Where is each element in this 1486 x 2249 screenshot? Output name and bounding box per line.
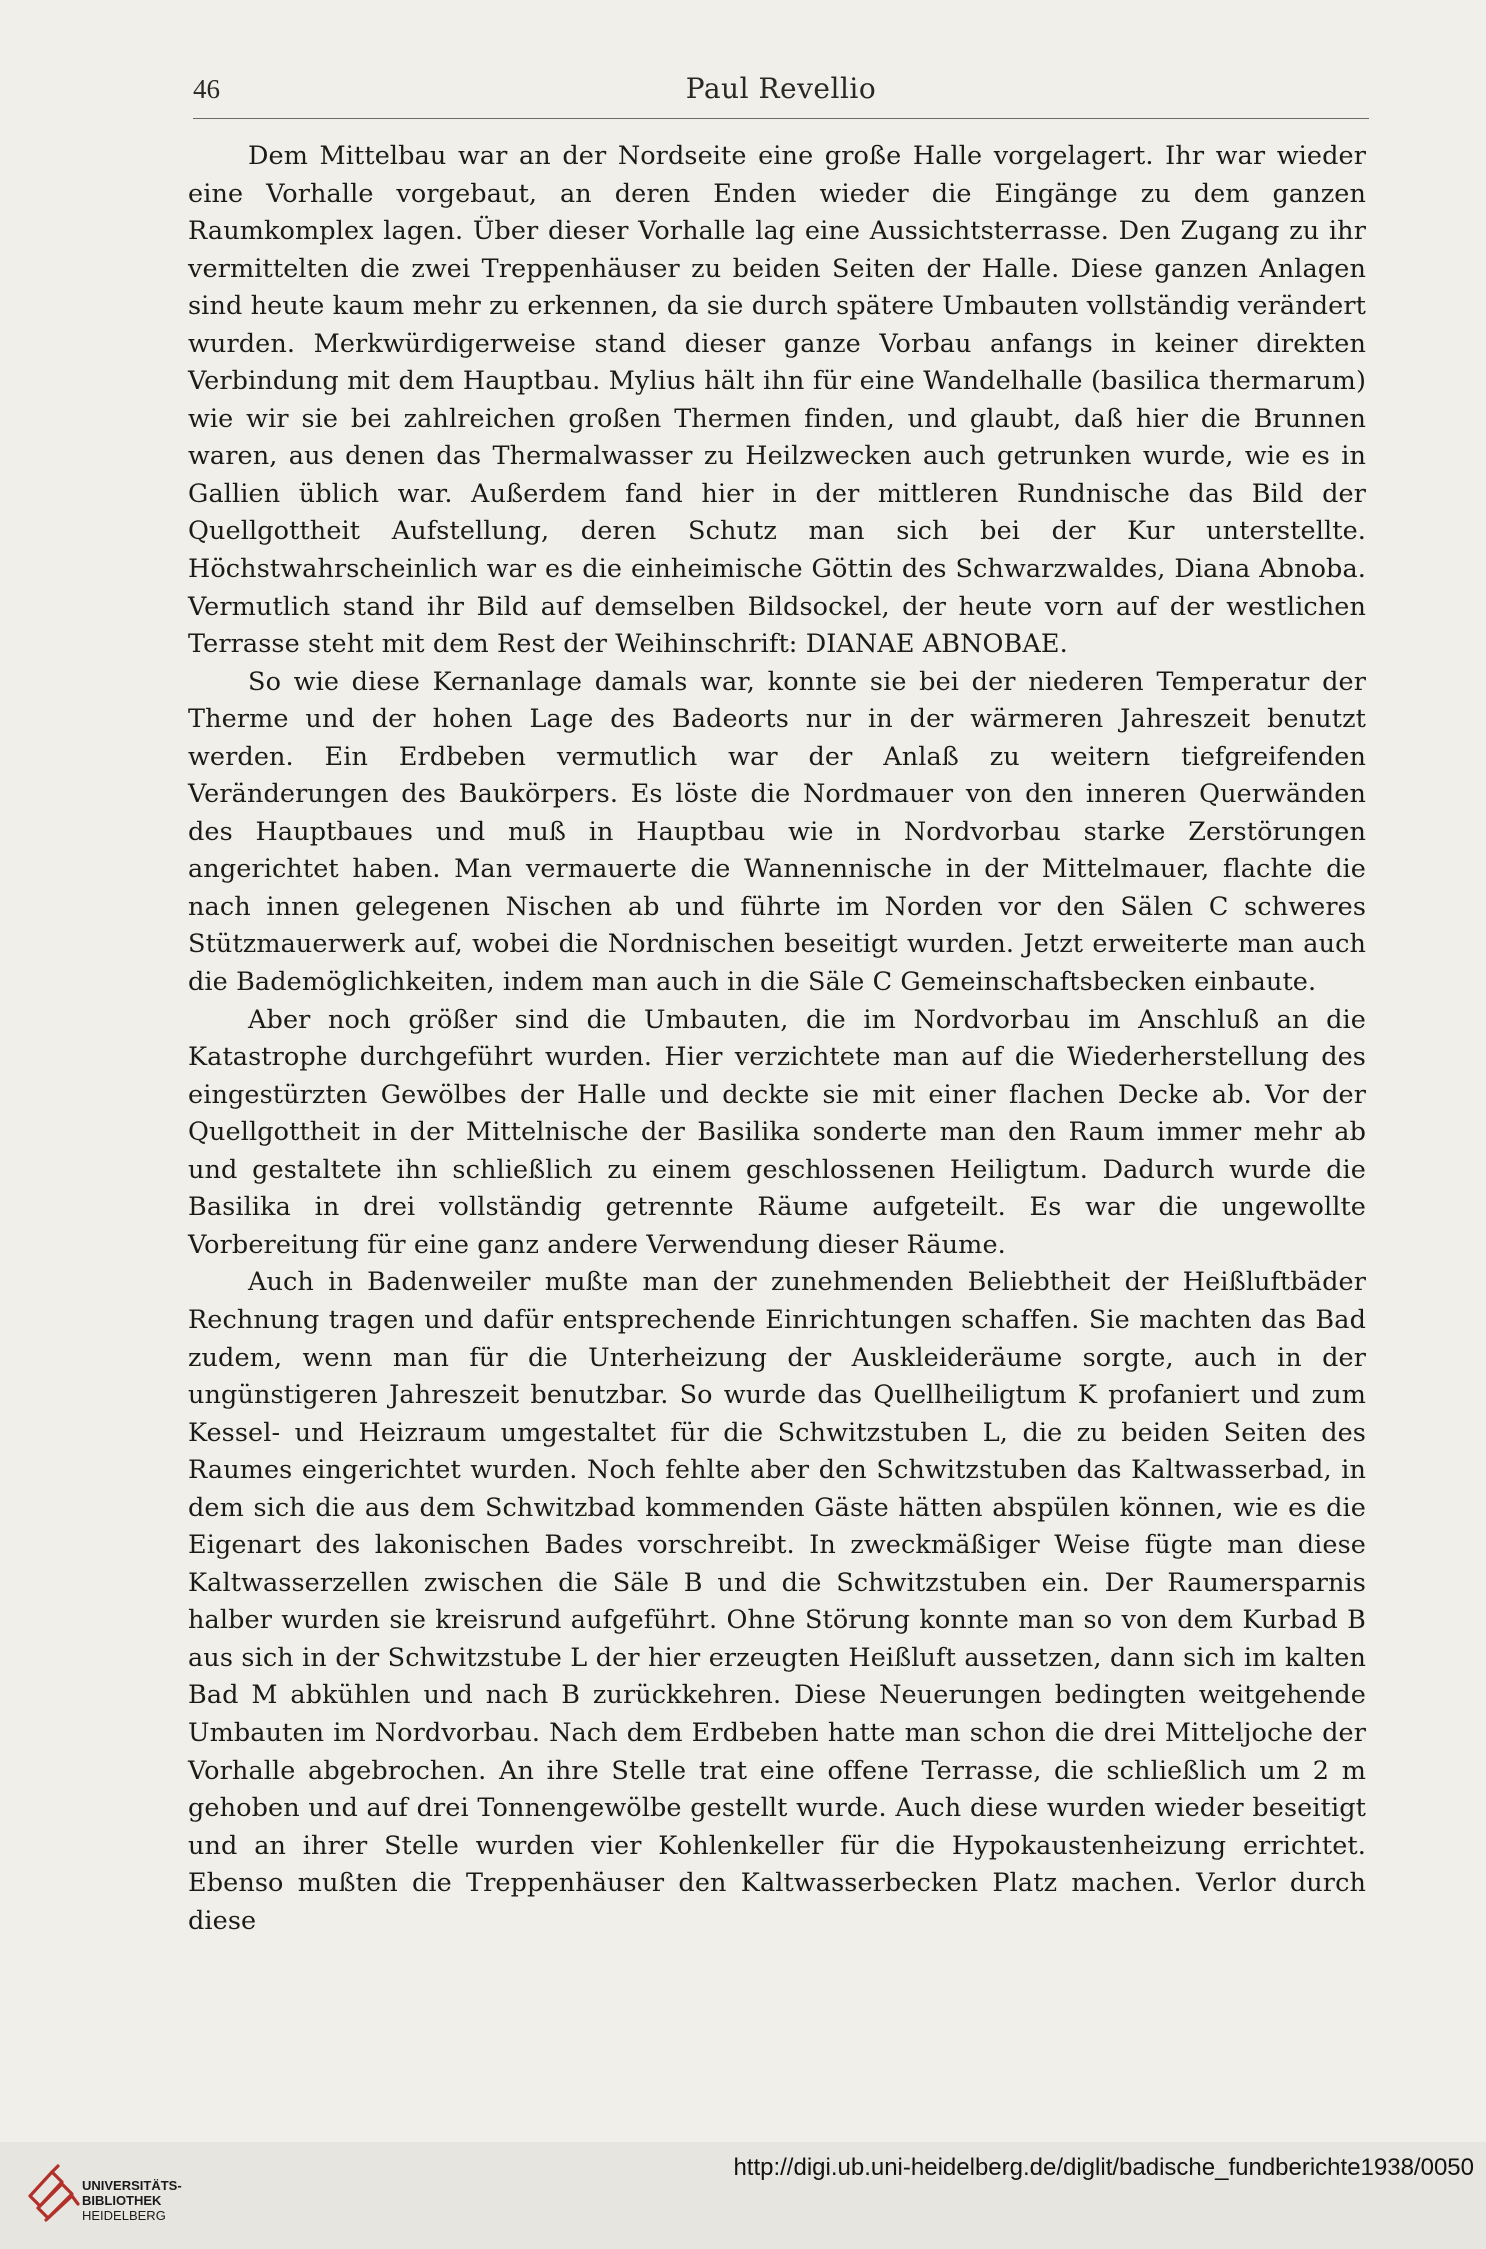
body-text <box>188 138 1366 1940</box>
paragraph-1: Dem Mittelbau war an der Nordseite eine große Halle vorgelagert. Ihr war wieder eine Vorhalle vorgebaut, an deren Enden wieder die Eingänge zu dem ganzen Raumkomplex lagen. Über dieser Vorhalle lag eine Aussichtsterrasse. Den Zugang zu ihr vermittelten die zwei Treppenhäuser zu beiden Seiten der Halle. Diese ganzen Anlagen sind heute kaum mehr zu erkennen, da sie durch spätere Umbauten vollständig verändert wurden. Merkwürdigerweise stand dieser ganze Vorbau anfangs in keiner direkten Verbindung mit dem Hauptbau. Mylius hält ihn für eine Wandelhalle (basilica thermarum) wie wir sie bei zahlreichen großen Thermen finden, und glaubt, daß hier die Brunnen waren, aus denen das Thermalwasser zu Heilzwecken auch getrunken wurde, wie es in Gallien üblich war. Außerdem fand hier in der mittleren Rundnische das Bild der Quellgottheit Aufstellung, deren Schutz man sich bei der Kur unterstellte. Höchstwahrscheinlich war es die einheimische Göttin des Schwarzwaldes, Diana Abnoba. Vermutlich stand ihr Bild auf demselben Bildsockel, der heute vorn auf der westlichen Terrasse steht mit dem Rest der Weihinschrift: DIANAE ABNOBAE. <box>188 141 1366 660</box>
page-header <box>193 68 1369 119</box>
paragraph-2: So wie diese Kernanlage damals war, konnte sie bei der niederen Temperatur der Therme und der hohen Lage des Badeorts nur in der wärmeren Jahreszeit benutzt werden. Ein Erdbeben vermutlich war der Anlaß zu weitern tiefgreifenden Veränderungen des Baukörpers. Es löste die Nordmauer von den inneren Querwänden des Hauptbaues und muß in Hauptbau wie in Nordvorbau starke Zerstörungen angerichtet haben. Man vermauerte die Wannennische in der Mittelmauer, flachte die nach innen gelegenen Nischen ab und führte im Norden vor den Sälen C schweres Stützmauerwerk auf, wobei die Nordnischen beseitigt wurden. Jetzt erweiterte man auch die Bademöglichkeiten, indem man auch in die Säle C Gemeinschaftsbecken einbaute. <box>188 666 1366 998</box>
page-number: 46 <box>193 74 220 104</box>
source-url-link[interactable]: http://digi.ub.uni-heidelberg.de/diglit/badische_fundberichte1938/0050 <box>733 2154 1474 2181</box>
footer-bar <box>0 2142 1486 2249</box>
running-title: Paul Revellio <box>685 72 877 105</box>
paragraph-4: Auch in Badenweiler mußte man der zunehmenden Beliebtheit der Heißluftbäder Rechnung tragen und dafür entsprechende Einrichtungen schaffen. Sie machten das Bad zudem, wenn man für die Unterheizung der Auskleideräume sorgte, auch in der ungünstigeren Jahreszeit benutzbar. So wurde das Quellheiligtum K profaniert und zum Kessel- und Heizraum umgestaltet für die Schwitzstuben L, die zu beiden Seiten des Raumes eingerichtet wurden. Noch fehlte aber den Schwitzstuben das Kaltwasserbad, in dem sich die aus dem Schwitzbad kommenden Gäste hätten abspülen können, wie es die Eigenart des lakonischen Bades vorschreibt. In zweckmäßiger Weise fügte man diese Kaltwasserzellen zwischen die Säle B und die Schwitzstuben ein. Der Raumersparnis halber wurden sie kreisrund aufgeführt. Ohne Störung konnte man so von dem Kurbad B aus sich in der Schwitzstube L der hier erzeugten Heißluft aussetzen, dann sich im kalten Bad M abkühlen und nach B zurückkehren. Diese Neuerungen bedingten weitgehende Umbauten im Nordvorbau. Nach dem Erdbeben hatte man schon die drei Mitteljoche der Vorhalle abgebrochen. An ihre Stelle trat eine offene Terrasse, die schließlich um 2 m gehoben und auf drei Tonnengewölbe gestellt wurde. Auch diese wurden wieder beseitigt und an ihrer Stelle wurden vier Kohlenkeller für die Hypokaustenheizung errichtet. Ebenso mußten die Treppenhäuser den Kaltwasserbecken Platz machen. Verlor durch diese <box>188 1267 1366 1936</box>
library-name-line-1: UNIVERSITÄTS- <box>82 2178 182 2193</box>
paragraph-3: Aber noch größer sind die Umbauten, die im Nordvorbau im Anschluß an die Katastrophe durchgeführt wurden. Hier verzichtete man auf die Wiederherstellung des eingestürzten Gewölbes der Halle und deckte sie mit einer flachen Decke ab. Vor der Quellgottheit in der Mittelnische der Basilika sonderte man den Raum immer mehr ab und gestaltete ihn schließlich zu einem geschlossenen Heiligtum. Dadurch wurde die Basilika in drei vollständig getrennte Räume aufgeteilt. Es war die ungewollte Vorbereitung für eine ganz andere Verwendung dieser Räume. <box>188 1004 1366 1260</box>
library-name <box>82 2178 182 2223</box>
library-name-line-3: HEIDELBERG <box>82 2208 166 2223</box>
library-name-line-2: BIBLIOTHEK <box>82 2193 162 2208</box>
